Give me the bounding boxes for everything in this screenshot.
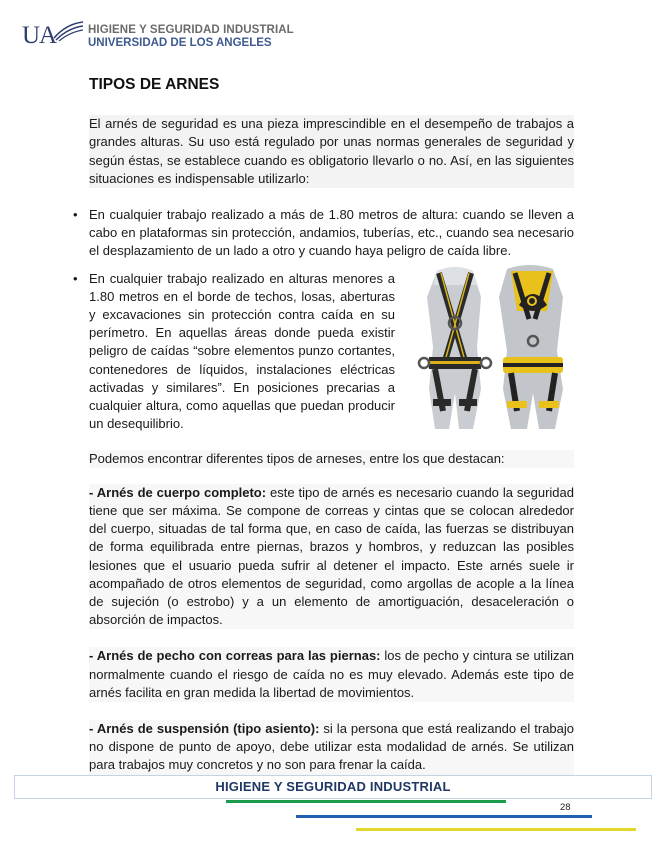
footer-yellow-line bbox=[356, 828, 636, 831]
footer-blue-line bbox=[296, 815, 592, 818]
list-item: • En cualquier trabajo realizado en alturas menores a 1.80 metros en el borde de techos, losas, aberturas y excavaciones sin protección contra caída en su perímetro. En aquellas áreas donde pueda existir peligro de caídas “sobre elementos punzo cortantes, contenedores de líquidos, instalaciones eléctricas activadas y similares”. En posiciones precarias a cualquier altura, como aquellas que puedan producir un desequilibrio. bbox=[73, 270, 395, 434]
harness-type-description: este tipo de arnés es necesario cuando la seguridad tiene que ser máxima. Se compone de correas y cintas que se colocan alrededor del cuerpo, situadas de tal forma que, en caso de caída, las fuerzas se distribuyan de forma equilibrada entre piernas, brazos y hombros, y reduzcan las posibles lesiones que el usuario pueda sufrir al detener el impacto. Este arnés suele ir acompañado de otros elementos de seguridad, como argollas de acople a la línea de sujeción (o estrobo) y a un elemento de amortiguación, desaceleración o absorción de impactos. bbox=[89, 484, 574, 628]
logo-text: UA bbox=[22, 22, 57, 49]
header-course-title: HIGIENE Y SEGURIDAD INDUSTRIAL bbox=[88, 24, 294, 36]
harness-type-chest-legs bbox=[89, 647, 574, 702]
footer-green-line bbox=[226, 800, 506, 803]
document-body bbox=[89, 70, 574, 793]
header-university-name: UNIVERSIDAD DE LOS ANGELES bbox=[88, 37, 272, 49]
logo-swoosh-icon bbox=[52, 20, 84, 42]
harness-back-figure bbox=[499, 265, 563, 429]
types-lead-paragraph: Podemos encontrar diferentes tipos de arneses, entre los que destacan: bbox=[89, 450, 574, 468]
harness-type-description: si la persona que está realizando el trabajo no dispone de punto de apoyo, debe utilizar esta modalidad de arnés. Se utilizan para trabajos muy concretos y no son para frenar la caída. bbox=[89, 721, 575, 773]
university-logo bbox=[22, 18, 86, 52]
harness-type-name: - Arnés de suspensión (tipo asiento): bbox=[89, 721, 320, 737]
footer-banner bbox=[14, 775, 652, 799]
footer-title: HIGIENE Y SEGURIDAD INDUSTRIAL bbox=[215, 779, 451, 794]
situations-list bbox=[73, 206, 574, 436]
harness-type-suspension bbox=[89, 720, 574, 775]
harness-type-name: - Arnés de cuerpo completo: bbox=[89, 484, 267, 500]
intro-paragraph: El arnés de seguridad es una pieza imprescindible en el desempeño de trabajos a grandes alturas. Su uso está regulado por unas normas generales de seguridad y según éstas, se establece cuando es obligatorio llevarlo o no. Así, en las siguientes situaciones es indispensable utilizarlo: bbox=[89, 115, 574, 188]
list-item: • En cualquier trabajo realizado a más de 1.80 metros de altura: cuando se lleven a cabo en plataformas sin protección, andamios, tuberías, etc., cuando sea necesario el desplazamiento de un lado a otro y cuando haya peligro de caída libre. bbox=[73, 206, 574, 261]
harness-type-name: - Arnés de pecho con correas para las piernas: bbox=[89, 648, 381, 664]
page-header bbox=[22, 18, 294, 58]
page-number: 28 bbox=[560, 802, 571, 813]
safety-harness-image bbox=[407, 261, 575, 436]
harness-type-description: los de pecho y cintura se utilizan normalmente cuando el riesgo de caída no es muy elevado. Además este tipo de arnés facilita en gran medida la libertad de movimientos. bbox=[89, 648, 574, 700]
page-title: TIPOS DE ARNES bbox=[89, 76, 220, 93]
harness-type-full-body bbox=[89, 484, 574, 630]
